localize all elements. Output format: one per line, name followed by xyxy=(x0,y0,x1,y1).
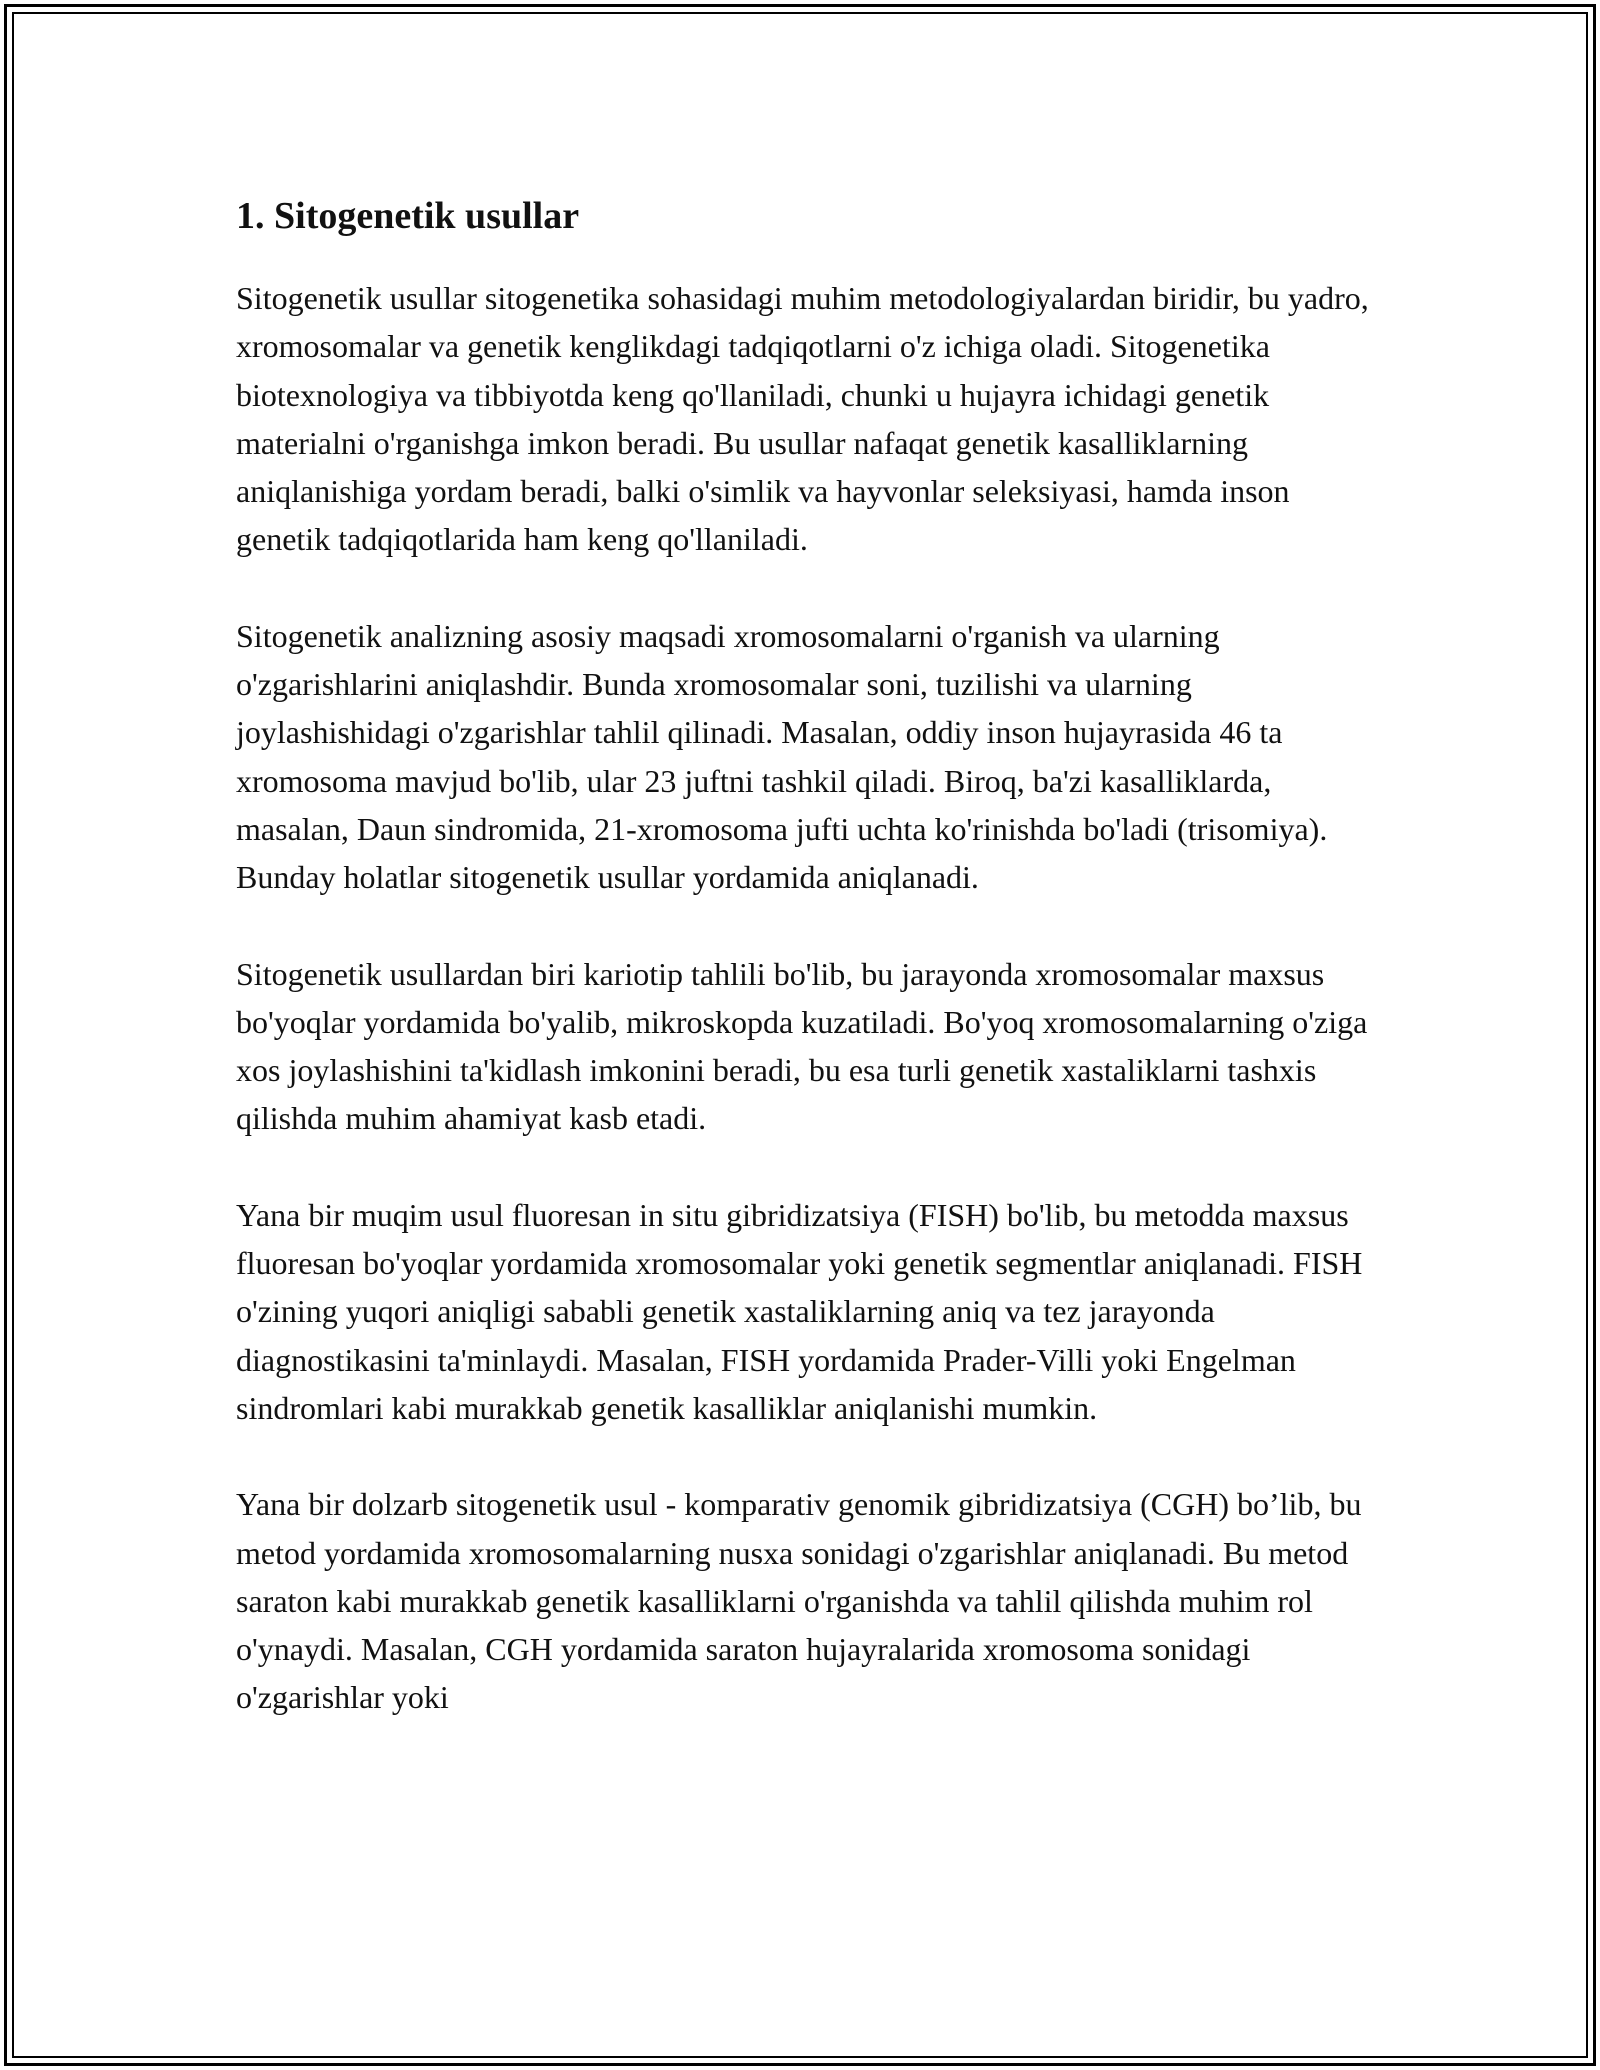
section-heading: 1. Sitogenetik usullar xyxy=(236,195,580,237)
paragraph-4: Yana bir muqim usul fluoresan in situ gibridizatsiya (FISH) bo'lib, bu metodda maxsus fluoresan bo'yoqlar yordamida xromosomalar yoki genetik segmentlar aniqlanadi. FISH o'zining yuqori aniqligi sababli genetik xastaliklarning aniq va tez jarayonda diagnostikasini ta'minlaydi. Masalan, FISH yordamida Prader-Villi yoki Engelman sindromlari kabi murakkab genetik kasalliklar aniqlanishi mumkin. xyxy=(236,1196,1363,1426)
paragraph-3: Sitogenetik usullardan biri kariotip tahlili bo'lib, bu jarayonda xromosomalar maxsus bo'yoqlar yordamida bo'yalib, mikroskopda kuzatiladi. Bo'yoq xromosomalarning o'ziga xos joylashishini ta'kidlash imkonini beradi, bu esa turli genetik xastaliklarni tashxis qilishda muhim ahamiyat kasb etadi. xyxy=(236,955,1368,1137)
paragraph-5: Yana bir dolzarb sitogenetik usul - komparativ genomik gibridizatsiya (CGH) bo’lib, bu metod yordamida xromosomalarning nusxa sonidagi o'zgarishlar aniqlanadi. Bu metod saraton kabi murakkab genetik kasalliklarni o'rganishda va tahlil qilishda muhim rol o'ynaydi. Masalan, CGH yordamida saraton hujayralarida xromosoma sonidagi o'zgarishlar yoki xyxy=(236,1486,1362,1716)
paragraph-2: Sitogenetik analizning asosiy maqsadi xromosomalarni o'rganish va ularning o'zgarishlarini aniqlashdir. Bunda xromosomalar soni, tuzilishi va ularning joylashishidagi o'zgarishlar tahlil qilinadi. Masalan, oddiy inson hujayrasida 46 ta xromosoma mavjud bo'lib, ular 23 juftni tashkil qiladi. Biroq, ba'zi kasalliklarda, masalan, Daun sindromida, 21-xromosoma jufti uchta ko'rinishda bo'ladi (trisomiya). Bunday holatlar sitogenetik usullar yordamida aniqlanadi. xyxy=(236,617,1328,896)
paragraph-1: Sitogenetik usullar sitogenetika sohasidagi muhim metodologiyalardan biridir, bu yadro, xromosomalar va genetik kenglikdagi tadqiqotlarni o'z ichiga oladi. Sitogenetika biotexnologiya va tibbiyotda keng qo'llaniladi, chunki u hujayra ichidagi genetik materialni o'rganishga imkon beradi. Bu usullar nafaqat genetik kasalliklarning aniqlanishiga yordam beradi, balki o'simlik va hayvonlar seleksiyasi, hamda inson genetik tadqiqotlarida ham keng qo'llaniladi. xyxy=(236,280,1369,558)
document-body xyxy=(236,186,1376,1770)
